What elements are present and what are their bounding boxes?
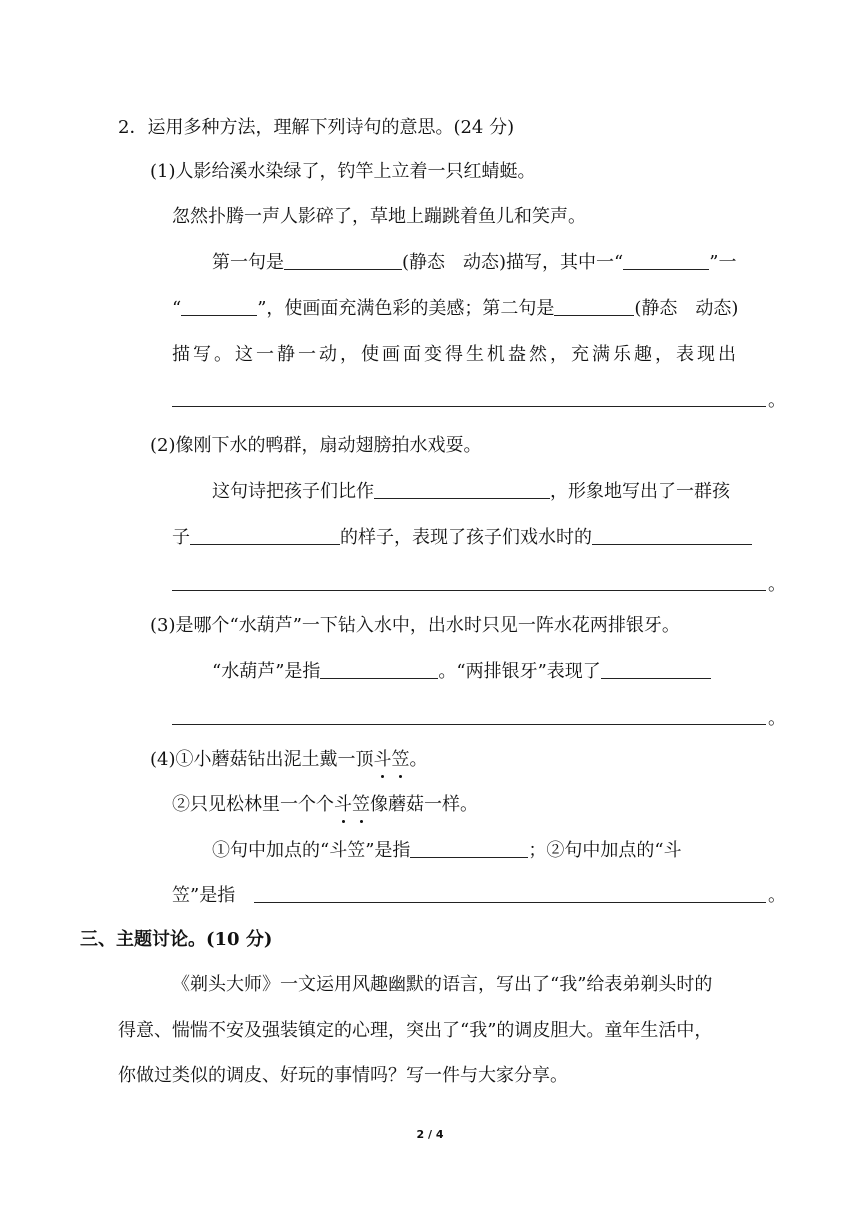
q4-b-prefix: 笠”是指: [172, 885, 236, 906]
poem-4-line-1-end: 。: [409, 749, 428, 770]
poem-1-line-2: 忽然扑腾一声人影碎了，草地上蹦跳着鱼儿和笑声。: [172, 206, 586, 227]
question-2-title: 2．运用多种方法，理解下列诗句的意思。(24 分): [118, 117, 515, 138]
poem-4-line-1-text: (4)①小蘑菇钻出泥土戴一顶: [150, 749, 374, 770]
answer-blank-line[interactable]: [172, 590, 766, 591]
answer-blank[interactable]: [601, 660, 711, 679]
q3-a-mid: 。“两排银牙”表现了: [438, 661, 601, 682]
q2-a-prefix: 这句诗把孩子们比作: [212, 481, 374, 502]
answer-blank-line[interactable]: [254, 902, 766, 903]
q1-answer-line-c: [172, 343, 739, 367]
section-3-title: [80, 928, 272, 952]
dotted-char: 笠: [352, 794, 370, 815]
q2-answer-line-b: [172, 526, 752, 550]
q2-b-prefix: 子: [172, 527, 190, 548]
q1-a-mid: ”一: [709, 252, 737, 273]
poem-1-line-1: (1)人影给溪水染绿了，钓竿上立着一只红蜻蜓。: [150, 161, 536, 182]
q1-b-text: ”，使画面充满色彩的美感；第二句是: [257, 298, 555, 319]
q2-a-suffix: ，形象地写出了一群孩: [550, 481, 730, 502]
poem-4-line-2-suffix: 像蘑菇一样。: [370, 794, 478, 815]
poem-4-line-2: [172, 793, 478, 817]
section-3-title-text: 三、主题讨论。(10 分): [80, 929, 273, 950]
section-3-para-line-3: 你做过类似的调皮、好玩的事情吗？写一件与大家分享。: [118, 1065, 568, 1086]
q1-c-text: 描写。这一静一动，使画面变得生机盎然，充满乐趣，表现出: [172, 344, 739, 365]
answer-blank[interactable]: [190, 526, 340, 545]
q1-answer-line-a: [212, 251, 736, 275]
answer-blank[interactable]: [554, 297, 634, 316]
answer-blank[interactable]: [181, 297, 257, 316]
q4-answer-line-a: [212, 839, 682, 863]
answer-blank-line[interactable]: [172, 406, 766, 407]
answer-blank[interactable]: [623, 251, 709, 270]
dotted-char: 斗: [334, 794, 352, 815]
q1-b-quote: “: [172, 298, 182, 319]
page-number: 2 / 4: [416, 1128, 444, 1141]
answer-blank[interactable]: [284, 251, 402, 270]
q2-answer-line-a: [212, 480, 730, 504]
q4-answer-line-b: [172, 884, 235, 908]
answer-blank-line[interactable]: [172, 724, 766, 725]
q4-a-prefix: ①句中加点的“斗笠”是指: [212, 840, 411, 861]
q1-a-choice: (静态 动态)描写，其中一“: [402, 252, 624, 273]
q3-end-period: 。: [768, 708, 786, 729]
q1-a-prefix: 第一句是: [212, 252, 284, 273]
poem-2-line-1: (2)像刚下水的鸭群，扇动翅膀拍水戏耍。: [150, 435, 482, 456]
q2-end-period: 。: [768, 574, 786, 595]
answer-blank[interactable]: [592, 526, 752, 545]
q4-end-period: 。: [768, 885, 786, 906]
q4-a-mid: ；②句中加点的“斗: [528, 840, 682, 861]
q2-b-mid: 的样子，表现了孩子们戏水时的: [340, 527, 592, 548]
answer-blank[interactable]: [320, 660, 438, 679]
q1-answer-line-b: [172, 297, 738, 321]
dotted-char: 笠: [391, 749, 410, 770]
poem-3-line-1: (3)是哪个“水葫芦”一下钻入水中，出水时只见一阵水花两排银牙。: [150, 615, 680, 636]
answer-blank[interactable]: [410, 839, 528, 858]
q3-a-prefix: “水葫芦”是指: [212, 661, 321, 682]
poem-4-line-1: [150, 748, 428, 772]
section-3-para-line-2: 得意、惴惴不安及强装镇定的心理，突出了“我”的调皮胆大。童年生活中，: [118, 1020, 713, 1041]
q3-answer-line-a: [212, 660, 711, 684]
poem-4-line-2-text: ②只见松林里一个个: [172, 794, 334, 815]
section-3-para-line-1: 《剃头大师》一文运用风趣幽默的语言，写出了“我”给表弟剃头时的: [172, 974, 713, 995]
dotted-char: 斗: [373, 749, 392, 770]
answer-blank[interactable]: [374, 480, 550, 499]
q1-b-choice: (静态 动态): [634, 298, 739, 319]
q1-end-period: 。: [768, 390, 786, 411]
